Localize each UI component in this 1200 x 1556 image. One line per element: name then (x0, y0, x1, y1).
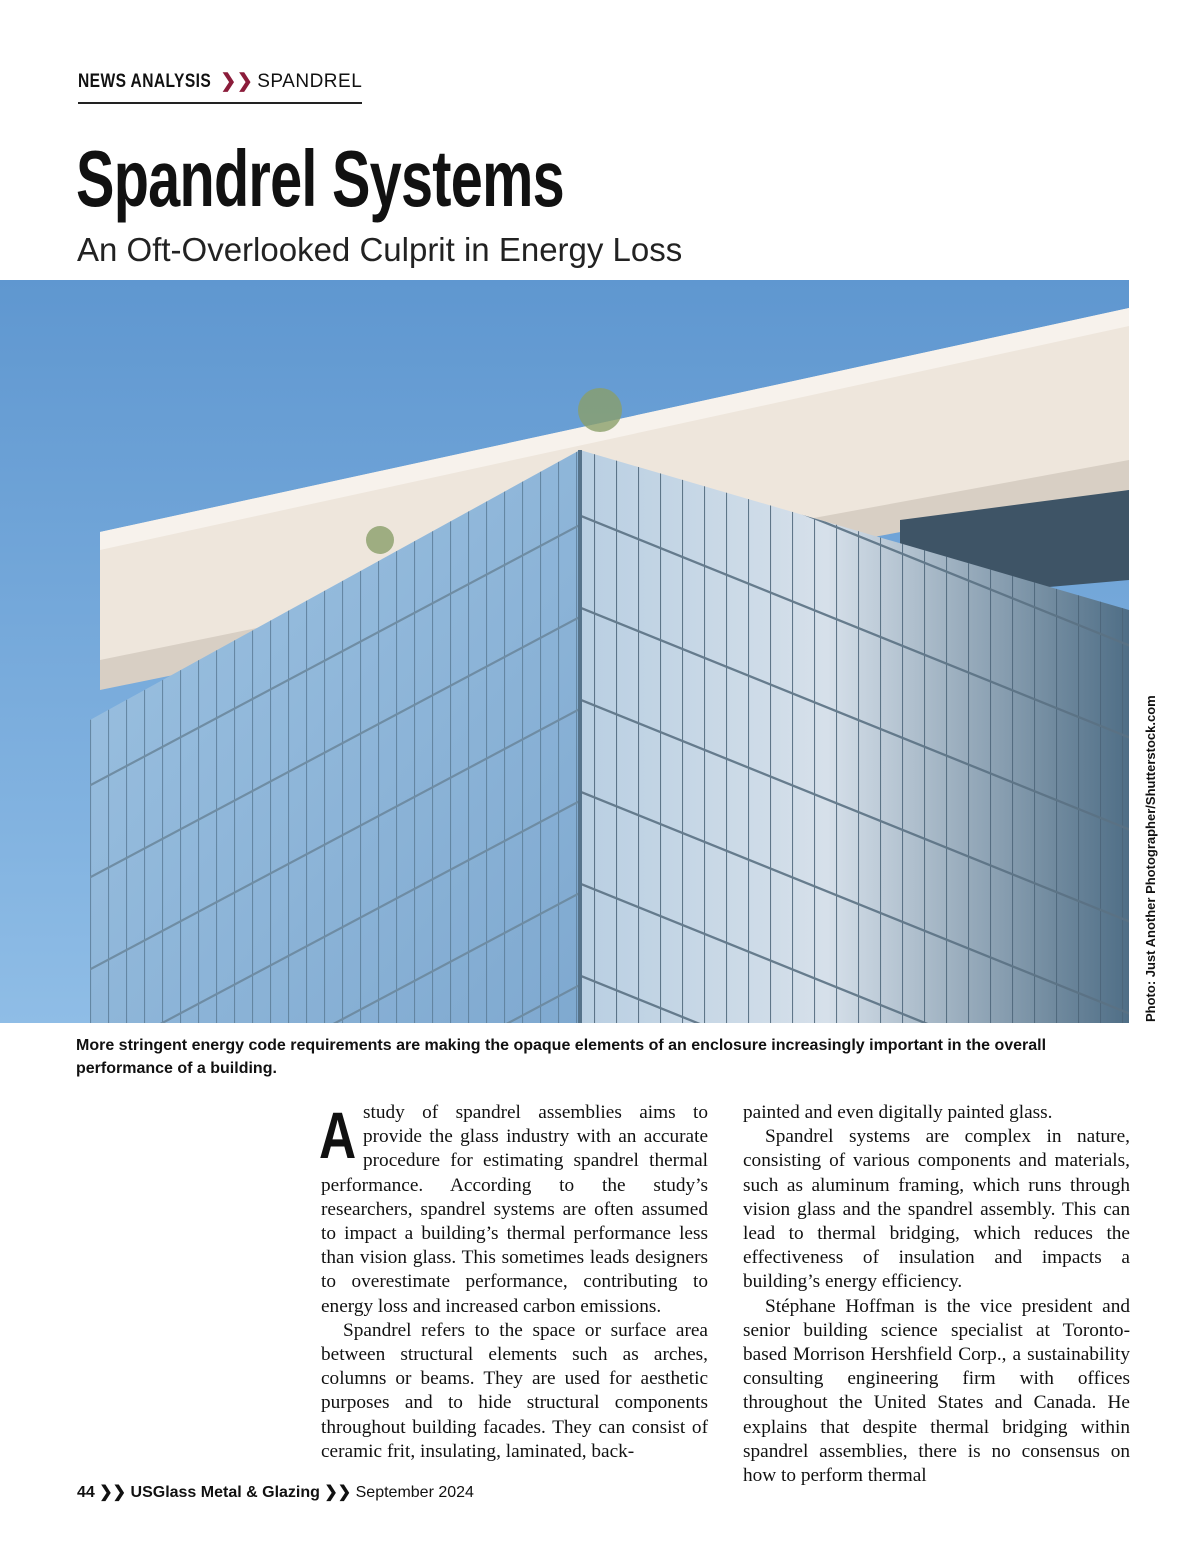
building-illustration (0, 280, 1129, 1023)
article-subtitle: An Oft-Overlooked Culprit in Energy Loss (77, 231, 683, 268)
drop-cap: A (319, 1098, 357, 1172)
paragraph (319, 1098, 708, 1319)
paragraph: Stéphane Hoffman is the vice president and senior building science specialist at Toronto-based Morrison Hershfield Corp., a sustainability consulting engineering firm with offices throughout the United States and Canada. He explains that despite thermal bridging within spandrel assemblies, there is no consensus on how to perform thermal (743, 1295, 1130, 1487)
paragraph: painted and even digitally painted glass. (743, 1102, 1053, 1123)
paragraph: Spandrel systems are complex in nature, consisting of various components and materials, such as aluminum framing, which runs through vision glass and the spandrel assembly. This can lead to thermal bridging, which reduces the effectiveness of insulation and impacts a building’s energy efficiency. (743, 1126, 1130, 1293)
page-number: 44 (77, 1484, 95, 1501)
chevron-separator-icon: ❯❯ (220, 71, 254, 92)
building-photo (0, 280, 1129, 1023)
issue-date: September 2024 (355, 1484, 474, 1501)
article-column-1 (319, 1098, 708, 1464)
paragraph-text: study of spandrel assemblies aims to provide the glass industry with an accurate procedure for estimating spandrel thermal performance. According to the study’s researchers, spandrel systems are often assumed to impact a building’s thermal performance less than vision glass. This sometimes leads designers to overestimate performance, contributing to energy loss and increased carbon emissions. (321, 1102, 708, 1317)
photo-caption: More stringent energy code requirements are making the opaque elements of an enclosure increasingly important in the overall performance of a building. (76, 1037, 1047, 1077)
page-footer (77, 1482, 474, 1502)
article-column-2 (743, 1101, 1130, 1488)
chevron-separator-icon: ❯❯ (324, 1484, 352, 1501)
topic-label: SPANDREL (257, 71, 363, 92)
section-label: NEWS ANALYSIS (78, 71, 212, 92)
photo-credit: Photo: Just Another Photographer/Shutterstock.com (1143, 695, 1158, 1022)
paragraph: Spandrel refers to the space or surface area between structural elements such as arches, columns or beams. They are used for aesthetic purposes and to hide structural components throughout building facades. They can consist of ceramic frit, insulating, laminated, back- (321, 1319, 708, 1462)
article-title: Spandrel Systems (76, 134, 564, 223)
section-kicker (78, 70, 362, 104)
magazine-name: USGlass Metal & Glazing (130, 1484, 320, 1501)
chevron-separator-icon: ❯❯ (99, 1484, 127, 1501)
